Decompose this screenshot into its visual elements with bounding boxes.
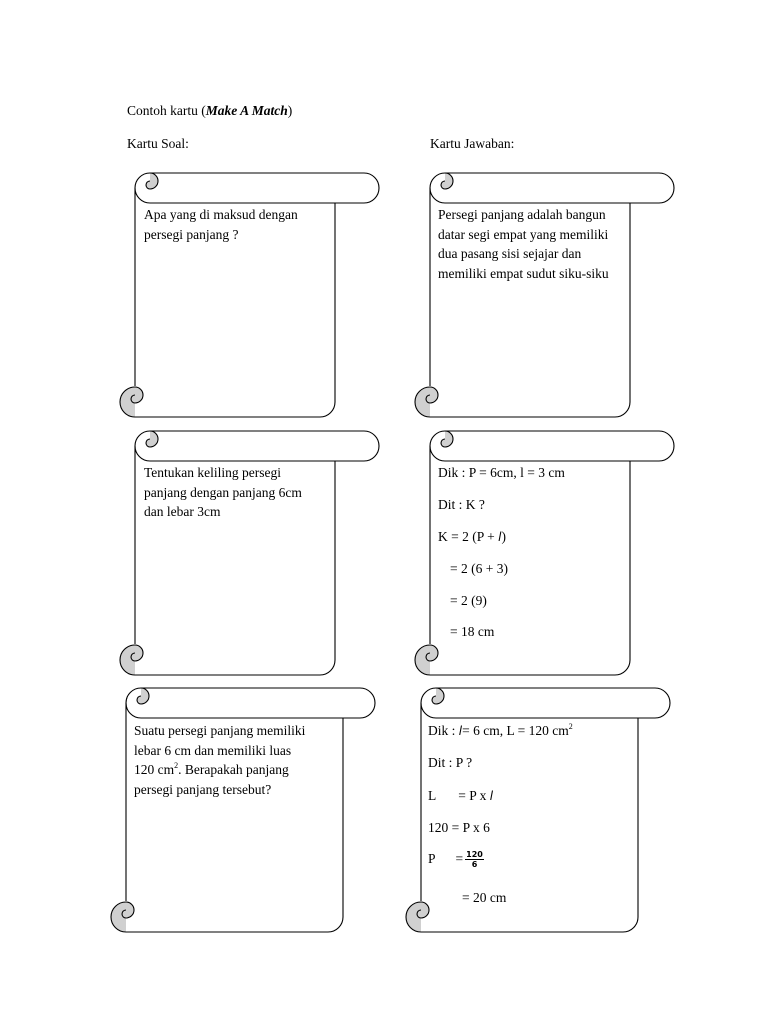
- question-card-1: [144, 205, 298, 244]
- text-part: . Berapakah panjang: [178, 762, 289, 777]
- fraction-denominator: 6: [471, 860, 478, 870]
- text-part: =: [455, 851, 464, 866]
- card-line: 120 = P x 6: [428, 820, 490, 835]
- script-l: l: [458, 724, 463, 738]
- card-line: dan lebar 3cm: [144, 504, 221, 519]
- card-line: = 2 (9): [450, 593, 487, 608]
- text-part: L: [428, 788, 437, 803]
- fraction-numerator: 120: [466, 850, 483, 860]
- card-line: lebar 6 cm dan memiliki luas: [134, 742, 292, 758]
- card-line: [438, 527, 506, 547]
- card-line: Dit : K ?: [438, 497, 485, 512]
- label-kartu-soal: Kartu Soal:: [127, 136, 189, 151]
- title-emphasis: Make A Match: [205, 103, 288, 118]
- card-line: = 20 cm: [462, 890, 507, 905]
- card-line: [428, 786, 493, 806]
- text-part: Dik :: [428, 723, 459, 738]
- formula-part: K = 2 (P +: [438, 529, 499, 544]
- card-line: [428, 721, 573, 741]
- fraction: [465, 850, 484, 869]
- card-line: [428, 849, 484, 869]
- question-card-2: [144, 463, 302, 522]
- text-part: = 6 cm, L = 120 cm: [462, 723, 569, 738]
- page-title: [127, 101, 292, 121]
- text-part: = P x: [458, 788, 490, 803]
- card-line: Suatu persegi panjang memiliki: [134, 723, 306, 738]
- text-part: 120 cm: [134, 762, 175, 777]
- card-line: persegi panjang ?: [144, 226, 239, 242]
- card-line: Dit : P ?: [428, 755, 473, 770]
- card-line: = 2 (6 + 3): [450, 561, 508, 576]
- card-line: [134, 760, 305, 780]
- answer-card-1: [438, 205, 609, 283]
- question-card-3: [134, 721, 305, 799]
- card-line: datar segi empat yang memiliki: [438, 226, 609, 242]
- card-line: Persegi panjang adalah bangun: [438, 207, 606, 222]
- card-line: persegi panjang tersebut?: [134, 781, 272, 797]
- superscript: 2: [174, 760, 179, 770]
- answer-card-3: [428, 721, 628, 921]
- card-line: panjang dengan panjang 6cm: [144, 484, 302, 500]
- card-line: Apa yang di maksud dengan: [144, 207, 298, 222]
- card-line: Dik : P = 6cm, l = 3 cm: [438, 465, 565, 480]
- title-suffix: ): [287, 103, 293, 118]
- superscript: 2: [568, 721, 573, 731]
- card-line: memiliki empat sudut siku-siku: [438, 265, 609, 281]
- title-prefix: Contoh kartu (: [127, 103, 206, 118]
- script-l: l: [498, 530, 502, 544]
- card-line: = 18 cm: [450, 624, 495, 639]
- text-part: P: [428, 851, 436, 866]
- card-line: Tentukan keliling persegi: [144, 465, 282, 480]
- formula-part: ): [501, 529, 506, 544]
- label-kartu-jawaban: Kartu Jawaban:: [430, 136, 515, 151]
- card-line: dua pasang sisi sejajar dan: [438, 246, 582, 261]
- script-l: l: [489, 789, 494, 803]
